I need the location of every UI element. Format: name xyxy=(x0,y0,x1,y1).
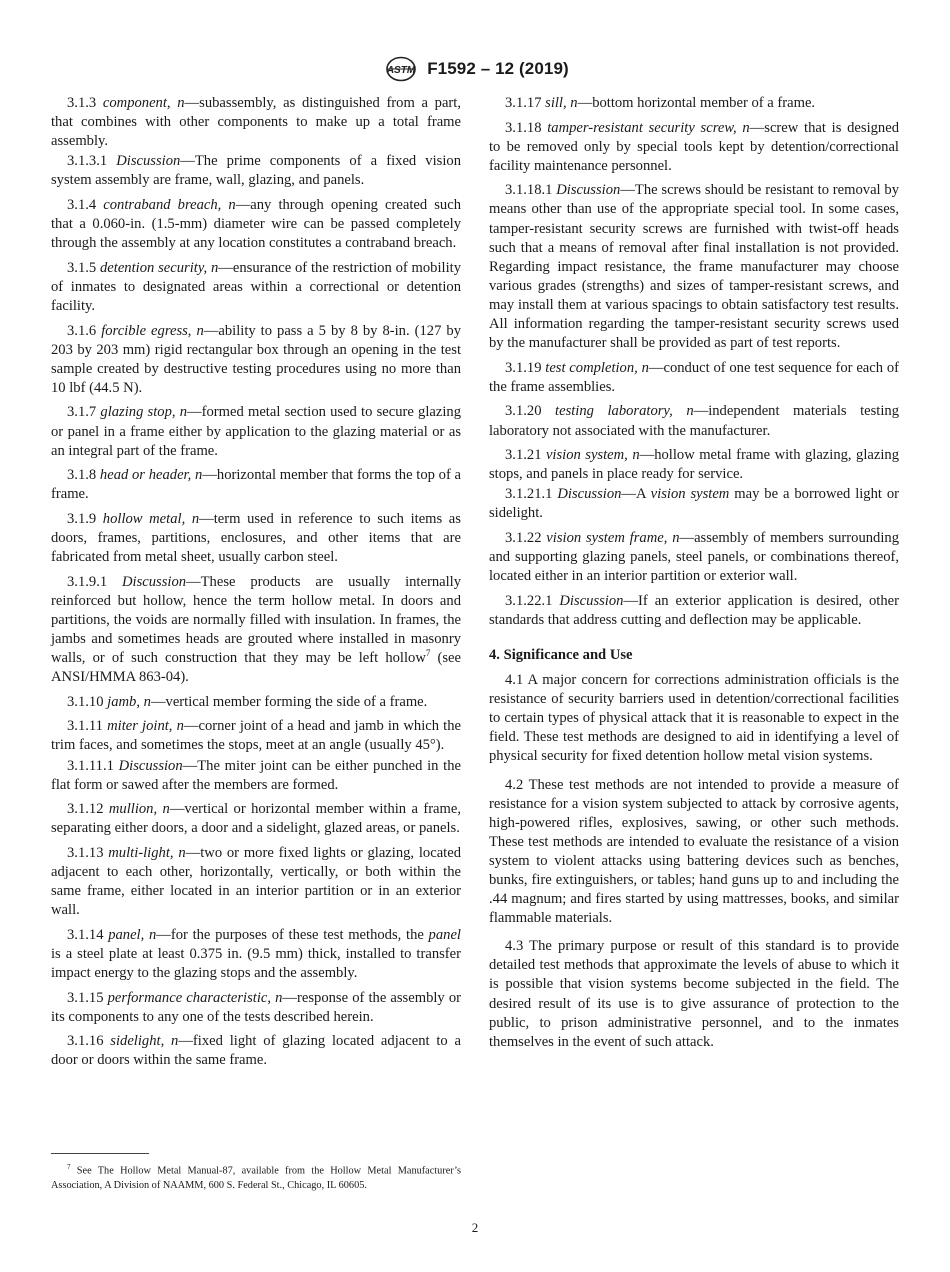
clause-number: 3.1.13 xyxy=(67,844,104,861)
defined-term: mullion, xyxy=(108,801,158,818)
defined-term: Discussion xyxy=(116,153,181,170)
defined-term: testing laboratory, xyxy=(555,403,673,420)
defined-term: component, xyxy=(102,95,171,111)
definition-text: —The miter joint can be either punched in the flat form or sawed after the members are formed. xyxy=(51,757,461,793)
defined-term: detention security, xyxy=(100,259,208,276)
definition-paragraph xyxy=(51,693,461,712)
definition-paragraph xyxy=(489,592,899,630)
section-paragraph xyxy=(489,671,899,766)
definition-paragraph xyxy=(51,152,461,190)
clause-number: 3.1.14 xyxy=(67,926,104,943)
defined-term: sill, xyxy=(545,95,567,111)
definition-paragraph xyxy=(51,403,461,460)
footnote xyxy=(51,1160,461,1193)
definition-text: —fixed light of glazing located adjacent to a door or doors within the same frame. xyxy=(51,1033,461,1069)
clause-number: 3.1.3.1 xyxy=(67,153,108,170)
part-of-speech: n xyxy=(196,322,204,339)
clause-number: 3.1.8 xyxy=(67,467,97,484)
definition-paragraph xyxy=(51,322,461,398)
defined-term: contraband breach, xyxy=(103,196,222,213)
italic-term: vision system xyxy=(650,486,730,503)
section-paragraph xyxy=(489,776,899,929)
definition-text: —screw that is designed to be removed only by special tools kept by detention/correctional facility maintenance personnel. xyxy=(489,119,899,174)
section-body xyxy=(489,671,899,1052)
defined-term: panel, xyxy=(108,926,145,943)
part-of-speech: n xyxy=(672,529,680,546)
clause-number: 3.1.15 xyxy=(67,989,104,1006)
clause-number: 4.1 xyxy=(505,672,524,689)
defined-term: Discussion xyxy=(559,592,624,609)
part-of-speech: n xyxy=(228,196,236,213)
defined-term: glazing stop, xyxy=(100,404,176,421)
definition-paragraph xyxy=(51,510,461,567)
definition-text: —A xyxy=(621,486,651,503)
paragraph-text: These test methods are not intended to provide a measure of resistance for a vision system subjected to attack by corrosive agents, high-powered rifles, explosives, sawing, or other such methods. These test methods are intended to evaluate the resistance of a vision system to violent attacks using battering devices such as benches, bunks, fire extinguishers, or tables; hand guns up to and including the .44 magnum; and fires started by using mattresses, books, and similar flammable materials. xyxy=(489,776,900,927)
part-of-speech: n xyxy=(275,989,283,1006)
clause-number: 4.3 xyxy=(505,938,524,955)
defined-term: head or header, xyxy=(99,467,192,484)
definition-text: —These products are usually internally reinforced but hollow, hence the term hollow metal. In doors and partitions, the voids are normally filled with insulation. In frames, the jambs and sometimes heads are grouted where installed in masonry walls, or of such construction that they may be left hollow xyxy=(51,573,461,667)
definition-paragraph xyxy=(489,94,899,113)
footnote-divider xyxy=(51,1153,149,1154)
defined-term: vision system, xyxy=(545,447,628,464)
definition-text: —term used in reference to such items as doors, frames, partitions, enclosures, and other items that are fabricated from metal sheet, usually carbon steel. xyxy=(51,510,461,566)
clause-number: 3.1.12 xyxy=(67,801,104,818)
clause-number: 3.1.22.1 xyxy=(505,592,553,609)
definition-paragraph xyxy=(489,119,899,176)
part-of-speech: n xyxy=(210,259,219,276)
definition-text: —bottom horizontal member of a frame. xyxy=(577,95,816,111)
part-of-speech: n xyxy=(179,404,188,421)
definition-text: —hollow metal frame with glazing, glazing stops, and panels in place ready for service. xyxy=(489,447,899,483)
part-of-speech: n xyxy=(686,403,694,420)
clause-number: 3.1.18 xyxy=(505,119,542,136)
clause-number: 3.1.10 xyxy=(67,693,104,710)
footnote-marker: 7 xyxy=(67,1163,71,1171)
clause-number: 3.1.7 xyxy=(67,404,97,421)
definition-paragraph xyxy=(51,1032,461,1070)
definition-text-tail: (see ANSI/HMMA 863-04). xyxy=(51,650,461,686)
part-of-speech: n xyxy=(632,447,640,464)
footnote-reference: 7 xyxy=(425,648,431,659)
italic-term: panel xyxy=(428,926,461,943)
definition-text: —two or more fixed lights or glazing, located adjacent to each other, horizontally, vertically, or both within the same frame, either located in an interior partition or in an exterior wall. xyxy=(51,844,461,919)
clause-number: 3.1.22 xyxy=(505,529,542,546)
definition-text: —vertical member forming the side of a frame. xyxy=(150,693,428,710)
defined-term: performance characteristic, xyxy=(107,989,271,1006)
part-of-speech: n xyxy=(742,119,750,136)
definition-paragraph xyxy=(489,529,899,586)
definition-paragraph xyxy=(51,259,461,316)
defined-term: test completion, xyxy=(545,359,638,376)
definition-paragraph xyxy=(51,717,461,755)
definition-paragraph xyxy=(51,466,461,504)
definition-text: —The prime components of a fixed vision system assembly are frame, wall, glazing, and panels. xyxy=(51,153,461,189)
definition-text: —vertical or horizontal member within a frame, separating either doors, a door and a sidelight, glazed areas, or panels. xyxy=(51,801,462,837)
definition-text: —corner joint of a head and jamb in which the trim faces, and sometimes the stops, meet at an angle (usually 45°). xyxy=(51,718,461,754)
definition-text: —for the purposes of these test methods, the xyxy=(156,926,429,943)
clause-number: 3.1.9 xyxy=(67,510,97,527)
definition-paragraph xyxy=(489,359,899,397)
defined-term: Discussion xyxy=(118,757,183,774)
definitions-list-continued xyxy=(489,94,899,630)
paragraph-text: The primary purpose or result of this standard is to provide detailed test methods that approximate the levels of abuse to which it is possible that vision systems become subjected in the field. The desired result of its use is to give assurance of protection to the public, to prison administrative personnel, and to the inmates themselves in the event of such attack. xyxy=(489,938,899,1050)
defined-term: tamper-resistant security screw, xyxy=(547,119,737,136)
part-of-speech: n xyxy=(162,801,170,818)
clause-number: 3.1.16 xyxy=(67,1033,104,1050)
defined-term: vision system frame, xyxy=(546,529,668,546)
page-number: 2 xyxy=(471,1220,479,1235)
page-header xyxy=(0,56,950,82)
definition-text: —response of the assembly or its components to any one of the tests described herein. xyxy=(51,989,461,1025)
definition-text: —ability to pass a 5 by 8 by 8-in. (127 by 203 by 203 mm) rigid rectangular box through an opening in the test sample created by destructive testing procedures using no more than 10 lbf (44.5 N). xyxy=(51,322,461,396)
defined-term: jamb, xyxy=(107,693,140,710)
part-of-speech: n xyxy=(143,693,151,710)
definition-text: —horizontal member that forms the top of a frame. xyxy=(51,467,462,503)
part-of-speech: n xyxy=(171,1033,179,1050)
definition-text: —subassembly, as distinguished from a part, that combines with other components to make up a total frame assembly. xyxy=(51,95,461,150)
clause-number: 3.1.11.1 xyxy=(67,757,114,774)
definition-paragraph xyxy=(489,181,899,353)
defined-term: forcible egress, xyxy=(101,322,192,339)
definition-text: —If an exterior application is desired, other standards that address cutting and deflection may be applicable. xyxy=(489,592,899,628)
defined-term: multi-light, xyxy=(108,844,174,861)
part-of-speech: n xyxy=(191,510,200,527)
definition-paragraph xyxy=(51,926,461,983)
right-column xyxy=(489,94,899,1061)
section-paragraph xyxy=(489,937,899,1052)
definition-paragraph xyxy=(51,800,461,838)
clause-number: 3.1.21 xyxy=(505,447,542,464)
definition-text: —conduct of one test sequence for each of the frame assemblies. xyxy=(489,359,899,395)
definition-paragraph xyxy=(51,844,461,920)
defined-term: Discussion xyxy=(556,182,621,199)
standard-designation: F1592 – 12 (2019) xyxy=(427,59,569,78)
clause-number: 3.1.11 xyxy=(67,718,103,735)
clause-number: 3.1.3 xyxy=(67,95,97,111)
definition-paragraph xyxy=(51,573,461,688)
left-column xyxy=(51,94,461,1076)
section-heading: 4. Significance and Use xyxy=(489,646,633,663)
clause-number: 3.1.21.1 xyxy=(505,486,553,503)
defined-term: miter joint, xyxy=(107,718,173,735)
definition-text: —formed metal section used to secure glazing or panel in a frame either by application to the glazing material or as an integral part of the frame. xyxy=(51,404,462,459)
part-of-speech: n xyxy=(570,95,578,111)
definition-paragraph xyxy=(489,402,899,440)
definition-paragraph xyxy=(489,485,899,523)
part-of-speech: n xyxy=(195,467,203,484)
clause-number: 3.1.5 xyxy=(67,259,97,276)
clause-number: 3.1.18.1 xyxy=(505,182,553,199)
definition-paragraph xyxy=(51,757,461,795)
logo-lettering: ASTM xyxy=(387,65,416,76)
part-of-speech: n xyxy=(148,926,157,943)
definition-text-tail: may be a borrowed light or sidelight. xyxy=(489,486,900,522)
astm-logo-icon xyxy=(381,56,421,82)
clause-number: 3.1.19 xyxy=(505,359,542,376)
defined-term: sidelight, xyxy=(110,1033,165,1050)
clause-number: 3.1.4 xyxy=(67,196,97,213)
clause-number: 3.1.17 xyxy=(505,95,542,111)
definition-paragraph xyxy=(51,94,461,151)
definition-paragraph xyxy=(489,446,899,484)
defined-term: Discussion xyxy=(121,573,187,590)
definition-text: —independent materials testing laboratory not associated with the manufacturer. xyxy=(489,403,899,439)
part-of-speech: n xyxy=(177,95,185,111)
definition-paragraph xyxy=(51,989,461,1027)
part-of-speech: n xyxy=(641,359,649,376)
clause-number: 4.2 xyxy=(505,776,524,793)
definition-text-tail: is a steel plate at least 0.375 in. (9.5 mm) thick, installed to transfer impact energy to the glazing stops and the assembly. xyxy=(51,945,461,981)
part-of-speech: n xyxy=(176,718,184,735)
definition-text: —any through opening created such that a 0.060-in. (1.5-mm) diameter wire can be passed completely through the assembly at any location constitutes a contraband breach. xyxy=(51,196,461,252)
clause-number: 3.1.6 xyxy=(67,322,97,339)
definition-text: —ensurance of the restriction of mobility of inmates to designated areas within a correctional or detention facility. xyxy=(51,259,461,314)
defined-term: Discussion xyxy=(557,486,622,503)
definition-text: —The screws should be resistant to removal by means other than use of the appropriate special tool. In some cases, tamper-resistant security screws are furnished with twist-off heads such that a means of removal after final installation is not provided. Regarding impact resistance, the frame manufacturer may choose various grades (strengths) and sizes of tamper-resistant screws, and may install them at various spacings to obtain satisfactory test results. All information regarding the tamper-resistant security screws used by the manufacturer shall be provided as part of test reports. xyxy=(489,182,900,352)
paragraph-text: A major concern for corrections administration officials is the resistance of security barriers used in detention/correctional facilities to certain types of physical attack that it is reasonable to expect in the field. These test methods are designed to aid in identifying a level of physical security for fixed detention hollow metal vision systems. xyxy=(489,672,899,765)
clause-number: 3.1.9.1 xyxy=(67,573,108,590)
part-of-speech: n xyxy=(178,844,186,861)
definition-paragraph xyxy=(51,196,461,253)
definition-text: —assembly of members surrounding and supporting glazing panels, steel panels, or combinations thereof, located either in an interior partition or exterior wall. xyxy=(489,529,899,585)
clause-number: 3.1.20 xyxy=(505,403,542,420)
defined-term: hollow metal, xyxy=(102,510,186,527)
footnote-text: See The Hollow Metal Manual-87, available from the Hollow Metal Manufacturer’s Association, A Division of NAAMM, 600 S. Federal St., Chicago, IL 60605. xyxy=(51,1165,461,1192)
